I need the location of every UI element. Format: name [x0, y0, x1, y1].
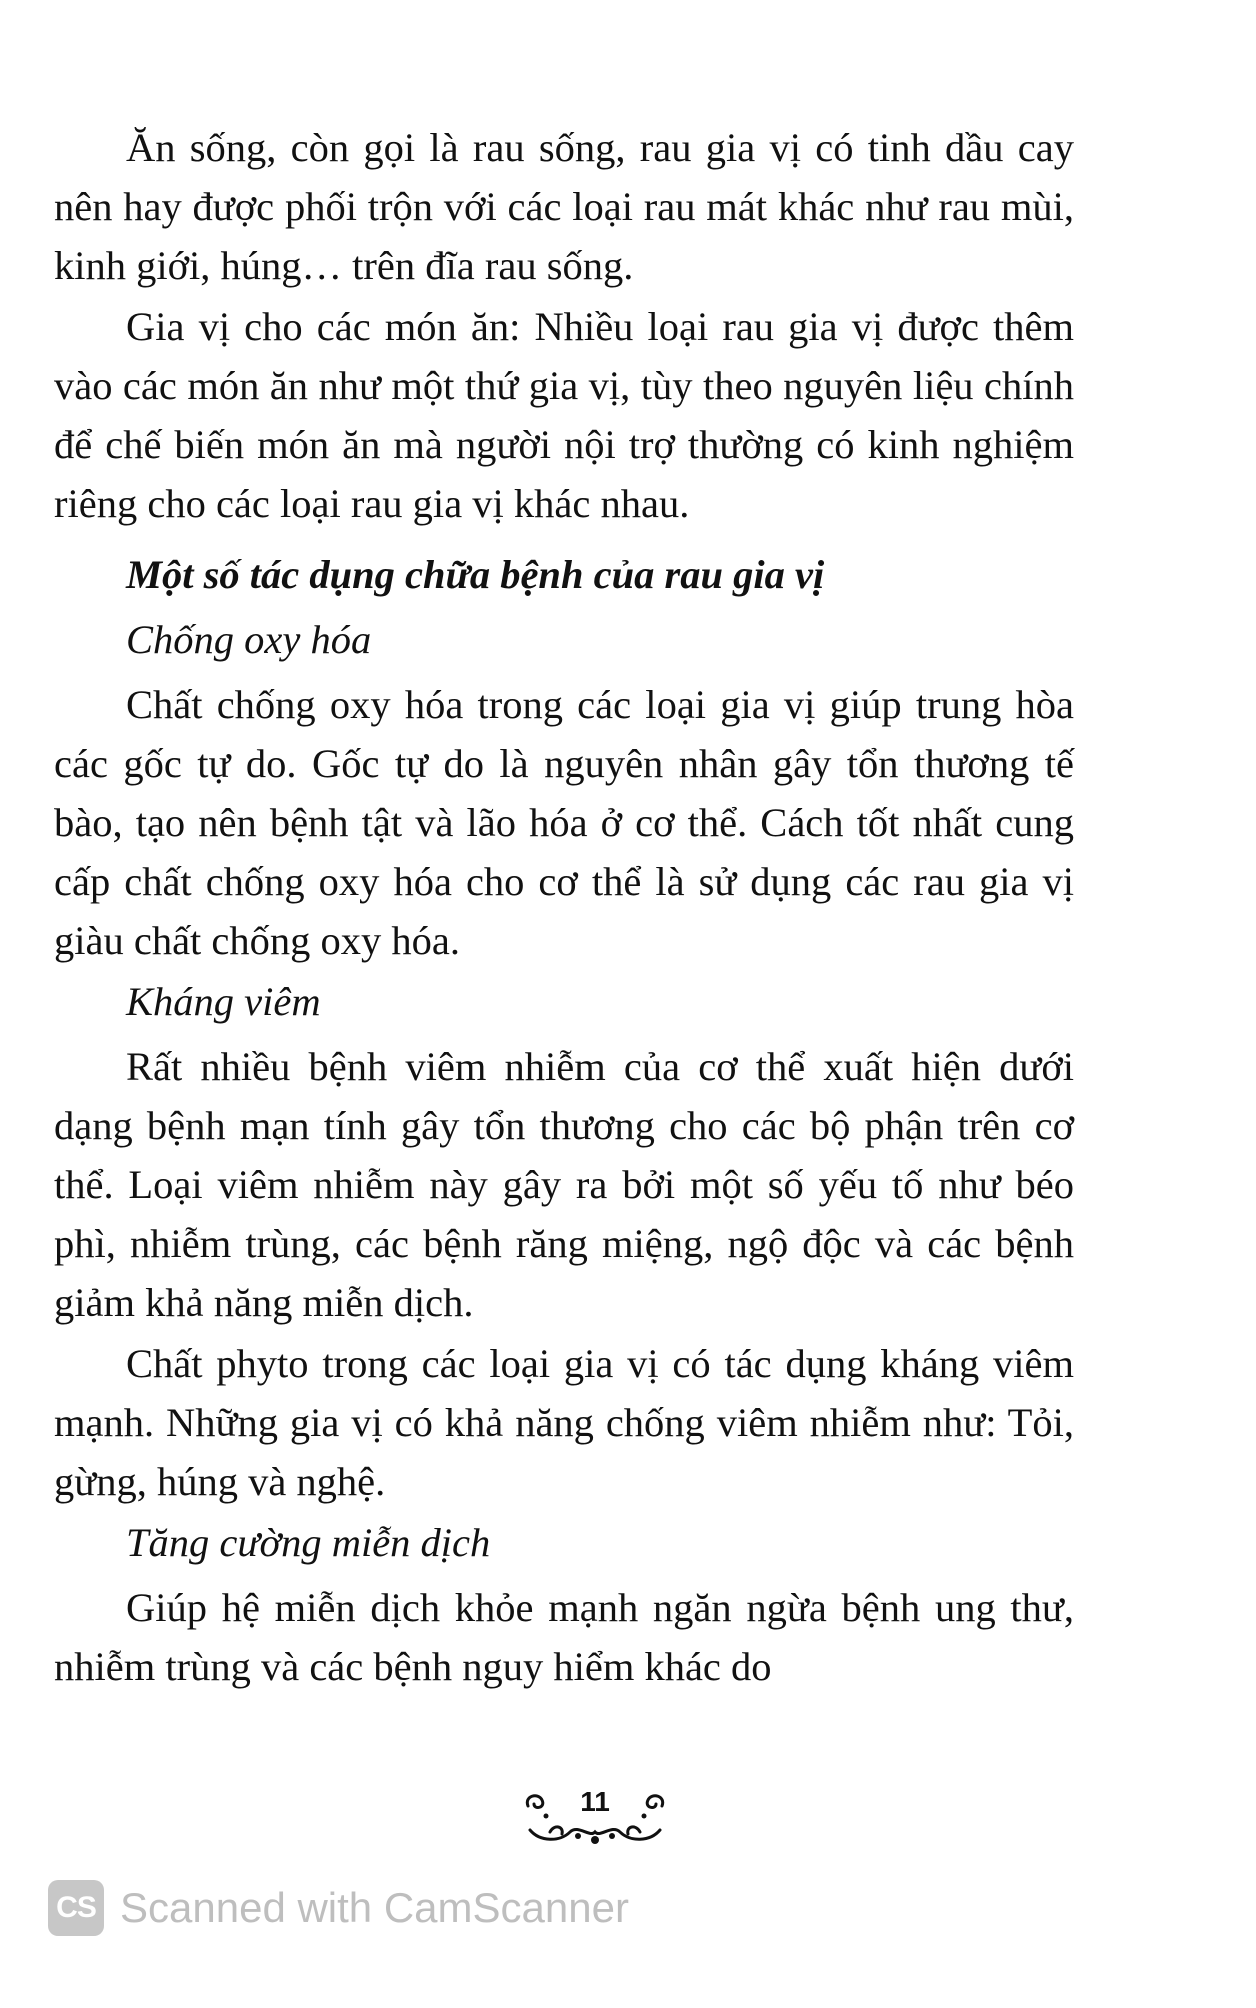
camscanner-watermark [48, 1876, 629, 1940]
subheading-antioxidant: Chống oxy hóa [126, 617, 372, 662]
camscanner-logo-icon: CS [48, 1880, 104, 1936]
paragraph-immunity: Giúp hệ miễn dịch khỏe mạnh ngăn ngừa bệnh ung thư, nhiễm trùng và các bệnh nguy hiểm khác do [54, 1585, 1074, 1689]
page-body [54, 118, 1074, 1696]
paragraph-seasoning-dishes: Gia vị cho các món ăn: Nhiều loại rau gia vị được thêm vào các món ăn như một thứ gia vị, tùy theo nguyên liệu chính để chế biến món ăn mà người nội trợ thường có kinh nghiệm riêng cho các loại rau gia vị khác nhau. [54, 304, 1074, 526]
paragraph-inflammation: Rất nhiều bệnh viêm nhiễm của cơ thể xuất hiện dưới dạng bệnh mạn tính gây tổn thương cho các bộ phận trên cơ thể. Loại viêm nhiễm này gây ra bởi một số yếu tố như béo phì, nhiễm trùng, các bệnh răng miệng, ngộ độc và các bệnh giảm khả năng miễn dịch. [54, 1044, 1074, 1325]
page-number: 11 [580, 1786, 610, 1817]
subheading-anti-inflammatory: Kháng viêm [126, 979, 321, 1024]
paragraph-antioxidant: Chất chống oxy hóa trong các loại gia vị giúp trung hòa các gốc tự do. Gốc tự do là nguyên nhân gây tổn thương tế bào, tạo nên bệnh tật và lão hóa ở cơ thể. Cách tốt nhất cung cấp chất chống oxy hóa cho cơ thể là sử dụng các rau gia vị giàu chất chống oxy hóa. [54, 682, 1074, 963]
paragraph-phyto: Chất phyto trong các loại gia vị có tác dụng kháng viêm mạnh. Những gia vị có khả năng chống viêm nhiễm như: Tỏi, gừng, húng và nghệ. [54, 1341, 1074, 1504]
section-heading-medicinal-effects: Một số tác dụng chữa bệnh của rau gia vị [126, 552, 825, 597]
watermark-text: Scanned with CamScanner [120, 1884, 629, 1931]
subheading-immunity: Tăng cường miễn dịch [126, 1520, 491, 1565]
paragraph-raw-vegetables: Ăn sống, còn gọi là rau sống, rau gia vị có tinh dầu cay nên hay được phối trộn với các loại rau mát khác như rau mùi, kinh giới, húng… trên đĩa rau sống. [54, 125, 1074, 288]
